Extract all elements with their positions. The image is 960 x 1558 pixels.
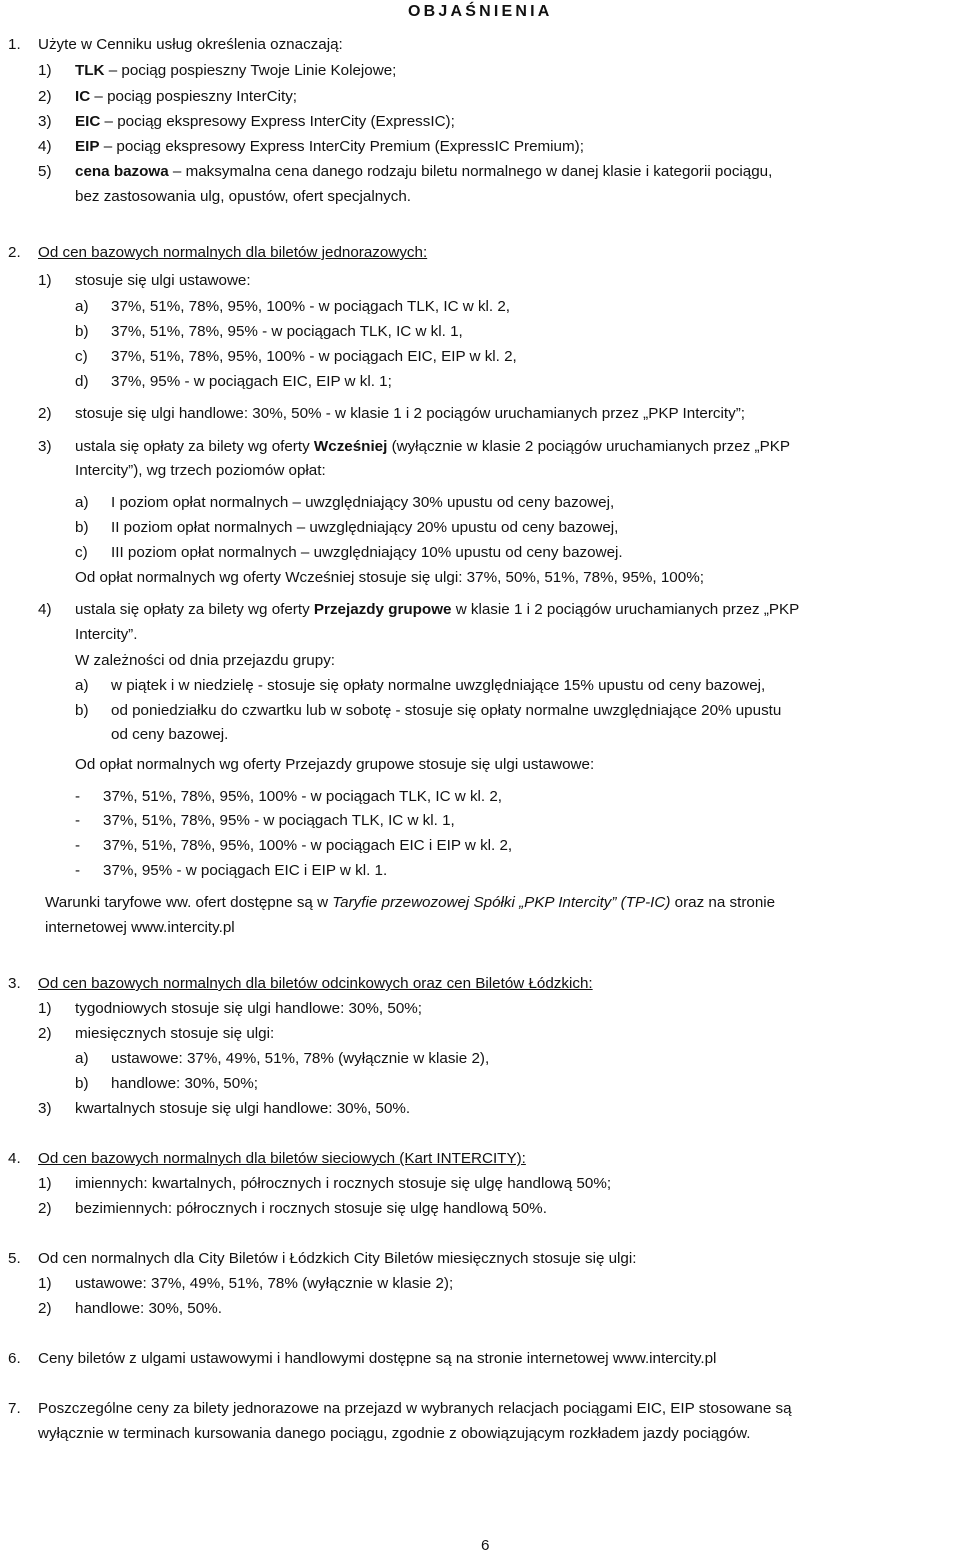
dash-item: 37%, 51%, 78%, 95%, 100% - w pociągach EIC i EIP w kl. 2, <box>103 837 513 854</box>
subitem-letter: a) <box>75 677 89 694</box>
subitem-letter: a) <box>75 494 89 511</box>
subitem-text: 37%, 51%, 78%, 95% - w pociągach TLK, IC w kl. 1, <box>111 323 463 340</box>
dash-item: 37%, 51%, 78%, 95% - w pociągach TLK, IC w kl. 1, <box>103 812 455 829</box>
list-item: miesięcznych stosuje się ulgi: <box>75 1025 275 1042</box>
dash-bullet: - <box>75 862 81 879</box>
list-item: kwartalnych stosuje się ulgi handlowe: 30%, 50%. <box>75 1100 411 1117</box>
dash-item: 37%, 95% - w pociągach EIC i EIP w kl. 1. <box>103 862 388 879</box>
list-item: handlowe: 30%, 50%. <box>75 1300 222 1317</box>
section-number: 2. <box>8 244 21 261</box>
definition-tlk: TLK – pociąg pospieszny Twoje Linie Kolejowe; <box>75 62 397 79</box>
dash-bullet: - <box>75 812 81 829</box>
list-item: stosuje się ulgi ustawowe: <box>75 272 251 289</box>
list-item-continuation: Intercity”), wg trzech poziomów opłat: <box>75 462 326 479</box>
section-heading: Od cen bazowych normalnych dla biletów jednorazowych: <box>38 244 428 261</box>
tariff-note-continuation: internetowej www.intercity.pl <box>45 919 235 936</box>
subitem-continuation: od ceny bazowej. <box>111 726 229 743</box>
item-number: 3) <box>38 438 52 455</box>
item-number: 2) <box>38 1025 52 1042</box>
subitem-text: 37%, 95% - w pociągach EIC, EIP w kl. 1; <box>111 373 392 390</box>
subitem-text: od poniedziałku do czwartku lub w sobotę - stosuje się opłaty normalne uwzględniające 20% upustu <box>111 702 782 719</box>
item-number: 1) <box>38 62 52 79</box>
subitem-letter: b) <box>75 323 89 340</box>
item-number: 4) <box>38 601 52 618</box>
paragraph: Od opłat normalnych wg oferty Przejazdy grupowe stosuje się ulgi ustawowe: <box>75 756 595 773</box>
item-number: 2) <box>38 1200 52 1217</box>
section-heading: Od cen bazowych normalnych dla biletów sieciowych (Kart INTERCITY): <box>38 1150 526 1167</box>
subitem-letter: b) <box>75 519 89 536</box>
item-number: 2) <box>38 88 52 105</box>
subitem-text: ustawowe: 37%, 49%, 51%, 78% (wyłącznie w klasie 2), <box>111 1050 490 1067</box>
item-number: 1) <box>38 1175 52 1192</box>
dash-bullet: - <box>75 788 81 805</box>
dash-item: 37%, 51%, 78%, 95%, 100% - w pociągach TLK, IC w kl. 2, <box>103 788 503 805</box>
subitem-letter: c) <box>75 544 88 561</box>
section-heading: Od cen normalnych dla City Biletów i Łódzkich City Biletów miesięcznych stosuje się ulgi: <box>38 1250 637 1267</box>
subitem-letter: d) <box>75 373 89 390</box>
page-title: OBJAŚNIENIA <box>408 3 553 20</box>
section-text-continuation: wyłącznie w terminach kursowania danego pociągu, zgodnie z obowiązującym rozkładem jazdy pociągów. <box>38 1425 751 1442</box>
subitem-text: 37%, 51%, 78%, 95%, 100% - w pociągach TLK, IC w kl. 2, <box>111 298 511 315</box>
section-text: Ceny biletów z ulgami ustawowymi i handlowymi dostępne są na stronie internetowej www.intercity.pl <box>38 1350 717 1367</box>
list-item: ustala się opłaty za bilety wg oferty Wcześniej (wyłącznie w klasie 2 pociągów uruchamianych przez „PKP <box>75 438 790 455</box>
definition-cena-bazowa: cena bazowa – maksymalna cena danego rodzaju biletu normalnego w danej klasie i kategorii pociągu, <box>75 163 773 180</box>
definition-continuation: bez zastosowania ulg, opustów, ofert specjalnych. <box>75 188 412 205</box>
item-number: 2) <box>38 1300 52 1317</box>
subitem-text: III poziom opłat normalnych – uwzględniający 10% upustu od ceny bazowej. <box>111 544 623 561</box>
subitem-text: 37%, 51%, 78%, 95%, 100% - w pociągach EIC, EIP w kl. 2, <box>111 348 517 365</box>
section-number: 5. <box>8 1250 21 1267</box>
subitem-letter: b) <box>75 702 89 719</box>
subitem-text: I poziom opłat normalnych – uwzględniający 30% upustu od ceny bazowej, <box>111 494 615 511</box>
item-number: 1) <box>38 1000 52 1017</box>
page-number: 6 <box>481 1537 490 1554</box>
tariff-note: Warunki taryfowe ww. ofert dostępne są w Taryfie przewozowej Spółki „PKP Intercity” (TP-IC) oraz na stronie <box>45 894 776 911</box>
definition-eip: EIP – pociąg ekspresowy Express InterCity Premium (ExpressIC Premium); <box>75 138 584 155</box>
subitem-letter: a) <box>75 1050 89 1067</box>
subitem-letter: c) <box>75 348 88 365</box>
item-number: 3) <box>38 113 52 130</box>
list-item-continuation: Intercity”. <box>75 626 138 643</box>
subitem-letter: b) <box>75 1075 89 1092</box>
subitem-text: II poziom opłat normalnych – uwzględniający 20% upustu od ceny bazowej, <box>111 519 619 536</box>
item-number: 3) <box>38 1100 52 1117</box>
list-item: tygodniowych stosuje się ulgi handlowe: 30%, 50%; <box>75 1000 422 1017</box>
item-number: 1) <box>38 272 52 289</box>
section-heading: Od cen bazowych normalnych dla biletów odcinkowych oraz cen Biletów Łódzkich: <box>38 975 593 992</box>
paragraph: W zależności od dnia przejazdu grupy: <box>75 652 336 669</box>
paragraph: Od opłat normalnych wg oferty Wcześniej stosuje się ulgi: 37%, 50%, 51%, 78%, 95%, 100%; <box>75 569 704 586</box>
item-number: 5) <box>38 163 52 180</box>
dash-bullet: - <box>75 837 81 854</box>
section-number: 3. <box>8 975 21 992</box>
list-item: bezimiennych: półrocznych i rocznych stosuje się ulgę handlową 50%. <box>75 1200 547 1217</box>
section-number: 4. <box>8 1150 21 1167</box>
list-item: ustawowe: 37%, 49%, 51%, 78% (wyłącznie w klasie 2); <box>75 1275 454 1292</box>
section-heading: Użyte w Cenniku usług określenia oznaczają: <box>38 36 343 53</box>
section-number: 6. <box>8 1350 21 1367</box>
item-number: 1) <box>38 1275 52 1292</box>
section-number: 1. <box>8 36 21 53</box>
subitem-text: handlowe: 30%, 50%; <box>111 1075 258 1092</box>
list-item: stosuje się ulgi handlowe: 30%, 50% - w klasie 1 i 2 pociągów uruchamianych przez „PKP Intercity”; <box>75 405 745 422</box>
subitem-letter: a) <box>75 298 89 315</box>
item-number: 2) <box>38 405 52 422</box>
list-item: imiennych: kwartalnych, półrocznych i rocznych stosuje się ulgę handlową 50%; <box>75 1175 612 1192</box>
list-item: ustala się opłaty za bilety wg oferty Przejazdy grupowe w klasie 1 i 2 pociągów uruchamianych przez „PKP <box>75 601 800 618</box>
subitem-text: w piątek i w niedzielę - stosuje się opłaty normalne uwzględniające 15% upustu od ceny bazowej, <box>111 677 766 694</box>
section-text: Poszczególne ceny za bilety jednorazowe na przejazd w wybranych relacjach pociągami EIC, EIP stosowane są <box>38 1400 792 1417</box>
section-number: 7. <box>8 1400 21 1417</box>
definition-eic: EIC – pociąg ekspresowy Express InterCity (ExpressIC); <box>75 113 455 130</box>
item-number: 4) <box>38 138 52 155</box>
definition-ic: IC – pociąg pospieszny InterCity; <box>75 88 298 105</box>
